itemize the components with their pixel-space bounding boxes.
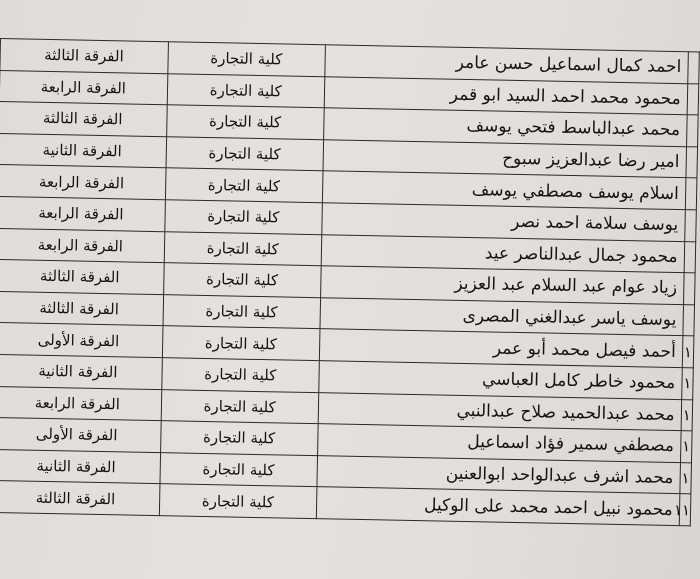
academic-year: الفرقة الثالثة: [0, 481, 160, 516]
student-name: احمد كمال اسماعيل حسن عامر: [325, 45, 688, 84]
row-number: [684, 241, 696, 273]
college-name: كلية التجارة: [167, 42, 325, 77]
academic-year: الفرقة الأولى: [0, 418, 161, 453]
college-name: كلية التجارة: [164, 200, 322, 235]
student-name: يوسف سلامة احمد نصر: [322, 203, 685, 242]
academic-year: الفرقة الرابعة: [0, 386, 161, 421]
row-number: ١١: [679, 494, 691, 526]
row-number: [684, 210, 696, 242]
college-name: كلية التجارة: [160, 421, 318, 456]
student-name: محمود محمد احمد السيد ابو قمر: [324, 76, 687, 115]
row-number: [686, 146, 698, 178]
student-name: محمود نبيل احمد محمد على الوكيل: [316, 487, 679, 526]
row-number: ١: [680, 431, 692, 463]
student-name: مصطفي سمير فؤاد اسماعيل: [317, 424, 680, 463]
student-name: محمد عبدالباسط فتحي يوسف: [323, 108, 686, 147]
row-number: [683, 304, 695, 336]
students-table: [0, 38, 700, 526]
college-name: كلية التجارة: [164, 231, 322, 266]
student-name: اسلام يوسف مصطفي يوسف: [322, 171, 685, 210]
academic-year: الفرقة الرابعة: [0, 228, 164, 263]
row-number: [683, 273, 695, 305]
student-name: محمود خاطر كامل العباسي: [319, 361, 682, 400]
students-table-body: [0, 39, 699, 526]
row-number: [687, 52, 699, 84]
row-number: ١: [680, 462, 692, 494]
college-name: كلية التجارة: [166, 105, 324, 140]
college-name: كلية التجارة: [159, 484, 317, 519]
academic-year: الفرقة الثانية: [0, 133, 166, 168]
academic-year: الفرقة الثالثة: [0, 291, 163, 326]
student-name: زياد عوام عبد السلام عبد العزيز: [320, 266, 683, 305]
college-name: كلية التجارة: [162, 326, 320, 361]
student-name: امير رضا عبدالعزيز سبوح: [323, 140, 686, 179]
students-table-wrapper: [0, 38, 700, 526]
college-name: كلية التجارة: [166, 136, 324, 171]
college-name: كلية التجارة: [167, 73, 325, 108]
college-name: كلية التجارة: [161, 358, 319, 393]
college-name: كلية التجارة: [165, 168, 323, 203]
student-name: محمود جمال عبدالناصر عيد: [321, 234, 684, 273]
student-name: محمد اشرف عبدالواحد ابوالعنين: [317, 455, 680, 494]
academic-year: الفرقة الرابعة: [0, 70, 167, 105]
student-name: محمد عبدالحميد صلاح عبدالنبي: [318, 392, 681, 431]
row-number: ١: [682, 336, 694, 368]
row-number: ١: [681, 399, 693, 431]
academic-year: الفرقة الثالثة: [0, 102, 167, 137]
academic-year: الفرقة الرابعة: [0, 165, 166, 200]
college-name: كلية التجارة: [163, 294, 321, 329]
academic-year: الفرقة الثانية: [0, 449, 160, 484]
college-name: كلية التجارة: [160, 452, 318, 487]
student-name: أحمد فيصل محمد أبو عمر: [319, 329, 682, 368]
student-name: يوسف ياسر عبدالغني المصرى: [320, 297, 683, 336]
row-number: [685, 178, 697, 210]
academic-year: الفرقة الثالثة: [0, 39, 168, 74]
row-number: [686, 115, 698, 147]
row-number: ١: [681, 368, 693, 400]
college-name: كلية التجارة: [161, 389, 319, 424]
academic-year: الفرقة الثالثة: [0, 260, 164, 295]
row-number: [687, 83, 699, 115]
academic-year: الفرقة الرابعة: [0, 196, 165, 231]
academic-year: الفرقة الثانية: [0, 354, 162, 389]
academic-year: الفرقة الأولى: [0, 323, 163, 358]
college-name: كلية التجارة: [163, 263, 321, 298]
